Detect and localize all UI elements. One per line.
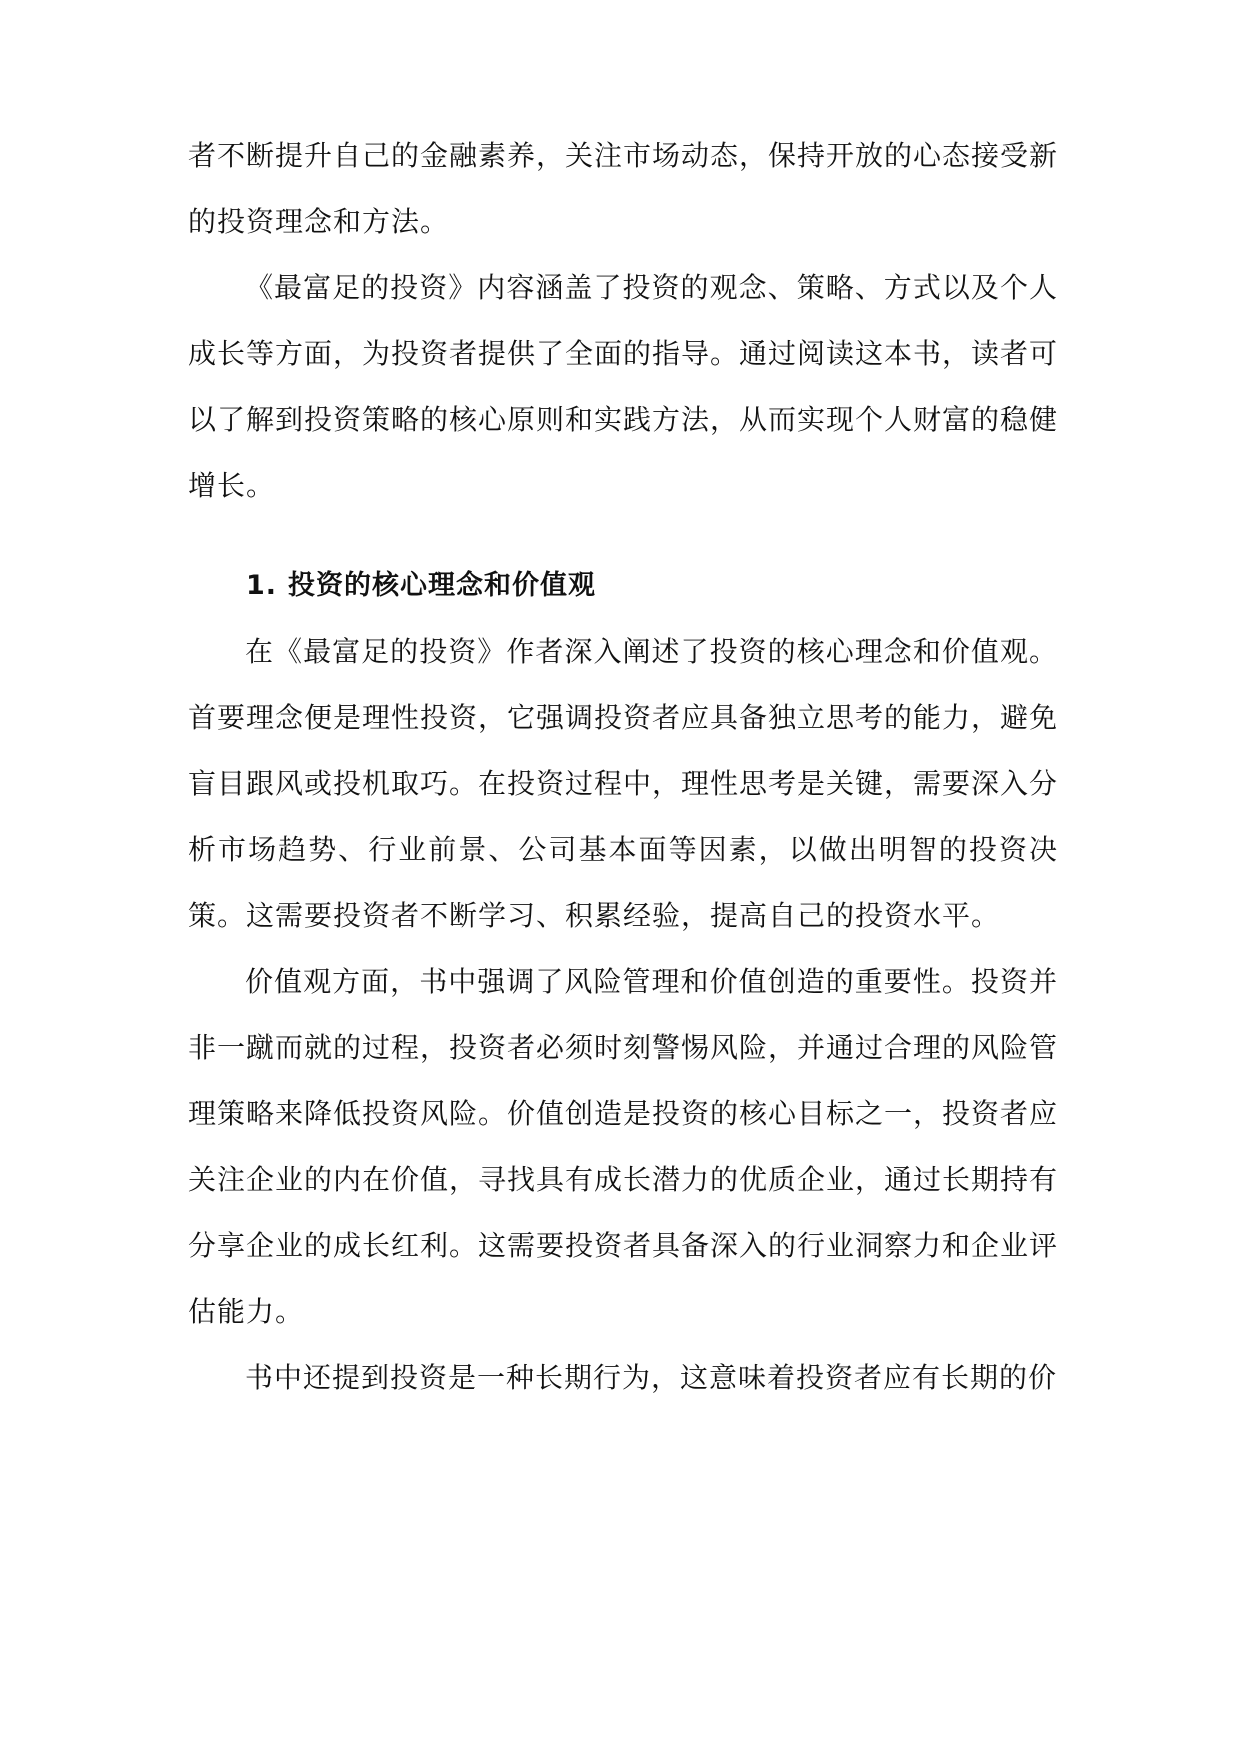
paragraph-summary: 《最富足的投资》内容涵盖了投资的观念、策略、方式以及个人成长等方面，为投资者提供了全面的指导。通过阅读这本书，读者可以了解到投资策略的核心原则和实践方法，从而实现个人财富的稳健增长。 — [188, 271, 1059, 502]
body-text — [188, 123, 1058, 519]
paragraph-values: 价值观方面，书中强调了风险管理和价值创造的重要性。投资并非一蹴而就的过程，投资者必须时刻警惕风险，并通过合理的风险管理策略来降低投资风险。价值创造是投资的核心目标之一，投资者应关注企业的内在价值，寻找具有成长潜力的优质企业，通过长期持有分享企业的成长红利。这需要投资者具备深入的行业洞察力和企业评估能力。 — [188, 965, 1059, 1328]
section-number: 1. — [246, 570, 278, 601]
section-heading — [188, 553, 1058, 619]
section-title: 投资的核心理念和价值观 — [288, 570, 596, 601]
paragraph-long-term: 书中还提到投资是一种长期行为，这意味着投资者应有长期的价 — [245, 1361, 1058, 1394]
section-heading-block — [188, 553, 1058, 619]
paragraph-continuation: 者不断提升自己的金融素养，关注市场动态，保持开放的心态接受新的投资理念和方法。 — [188, 139, 1059, 238]
section-body — [188, 619, 1058, 1411]
paragraph-core-ideas: 在《最富足的投资》作者深入阐述了投资的核心理念和价值观。首要理念便是理性投资，它强调投资者应具备独立思考的能力，避免盲目跟风或投机取巧。在投资过程中，理性思考是关键，需要深入分析市场趋势、行业前景、公司基本面等因素，以做出明智的投资决策。这需要投资者不断学习、积累经验，提高自己的投资水平。 — [188, 635, 1059, 932]
